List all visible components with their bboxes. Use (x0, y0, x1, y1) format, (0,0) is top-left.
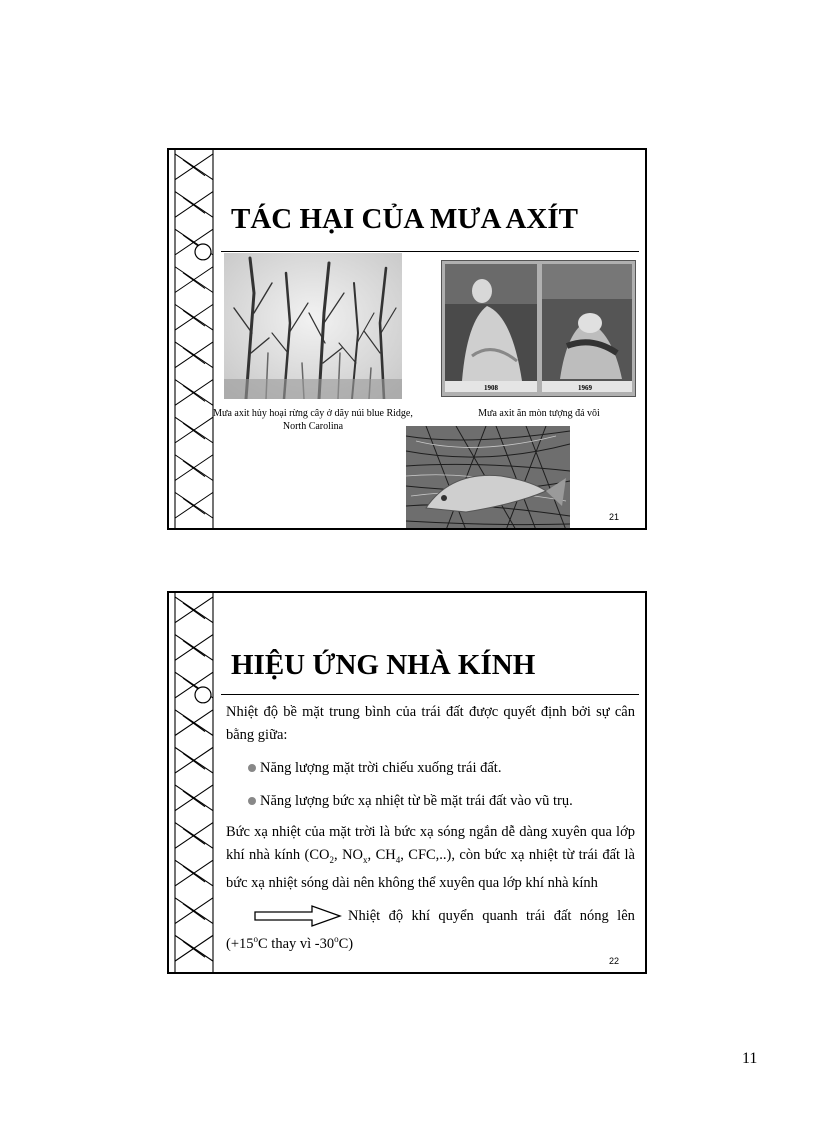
year-1908-label: 1908 (484, 384, 498, 392)
bullet-dot-icon (248, 797, 256, 805)
statue-photo-frame (441, 260, 636, 397)
tail-text-a: (+15 (226, 935, 254, 952)
tail-text-b: C thay vì -30 (258, 935, 335, 952)
bullet-item (226, 790, 635, 813)
title-divider (221, 251, 639, 252)
conclusion-word: lên (617, 907, 635, 924)
slide-title: TÁC HẠI CỦA MƯA AXÍT (231, 203, 578, 235)
intro-paragraph: Nhiệt độ bề mặt trung bình của trái đất được quyết định bởi sự cân bằng giữa: (226, 704, 635, 743)
forest-photo-caption: Mưa axit hủy hoại rừng cây ở dãy núi blue Ridge, North Carolina (213, 408, 413, 432)
slide-21 (167, 148, 647, 530)
page-number: 11 (742, 1050, 758, 1067)
slide-number: 21 (608, 512, 619, 522)
year-1969-label: 1969 (578, 384, 592, 392)
braid-border-decoration (169, 150, 221, 528)
conclusion-word: quyển (438, 907, 474, 924)
para-text-a: Bức xạ nhiệt của mặt trời là bức xạ sóng ngắn dễ dàng xuyên qua lớp khí nhà kính (CO (226, 824, 635, 863)
dead-fish-photo (406, 426, 570, 530)
conclusion-word: đất (553, 907, 572, 924)
superscript-o: o (253, 933, 259, 944)
para-text-d: , CFC,..), còn bức xạ nhiệt từ trái đất là bức xạ nhiệt sóng dài nên không thể xuyên qua lớp khí nhà kính (226, 847, 635, 891)
bullet-text: Năng lượng mặt trời chiếu xuống trái đất. (260, 760, 502, 776)
slide-title: HIỆU ỨNG NHÀ KÍNH (231, 649, 536, 681)
right-arrow-icon (254, 905, 342, 927)
slide-22 (167, 591, 647, 974)
tail-text-c: C) (338, 935, 354, 952)
bullet-item (226, 757, 635, 780)
conclusion-word: quanh (482, 907, 518, 924)
subscript-2: 2 (329, 854, 335, 865)
bullet-dot-icon (248, 764, 256, 772)
forest-photo (224, 253, 402, 399)
conclusion-word: trái (526, 907, 546, 924)
para-text-b: , NO (334, 847, 364, 863)
subscript-x: x (363, 854, 368, 865)
conclusion-word: nóng (579, 907, 609, 924)
conclusion-line (226, 905, 635, 928)
conclusion-tail (226, 928, 635, 956)
slide-number: 22 (608, 956, 619, 966)
para-text-c: , CH (367, 847, 396, 863)
conclusion-word: Nhiệt (348, 907, 381, 924)
statue-photo-caption: Mưa axit ăn mòn tượng đá vôi (478, 408, 600, 419)
conclusion-word: độ (388, 907, 404, 924)
title-divider (221, 694, 639, 695)
conclusion-word: khí (411, 907, 430, 924)
conclusion-text (348, 905, 635, 928)
superscript-o: o (334, 933, 339, 944)
slide-body (226, 701, 635, 956)
statue-photos (442, 261, 635, 396)
braid-border-decoration (169, 593, 221, 972)
subscript-4: 4 (395, 854, 401, 865)
explanation-paragraph (226, 821, 635, 895)
bullet-text: Năng lượng bức xạ nhiệt từ bề mặt trái đất vào vũ trụ. (260, 793, 573, 809)
